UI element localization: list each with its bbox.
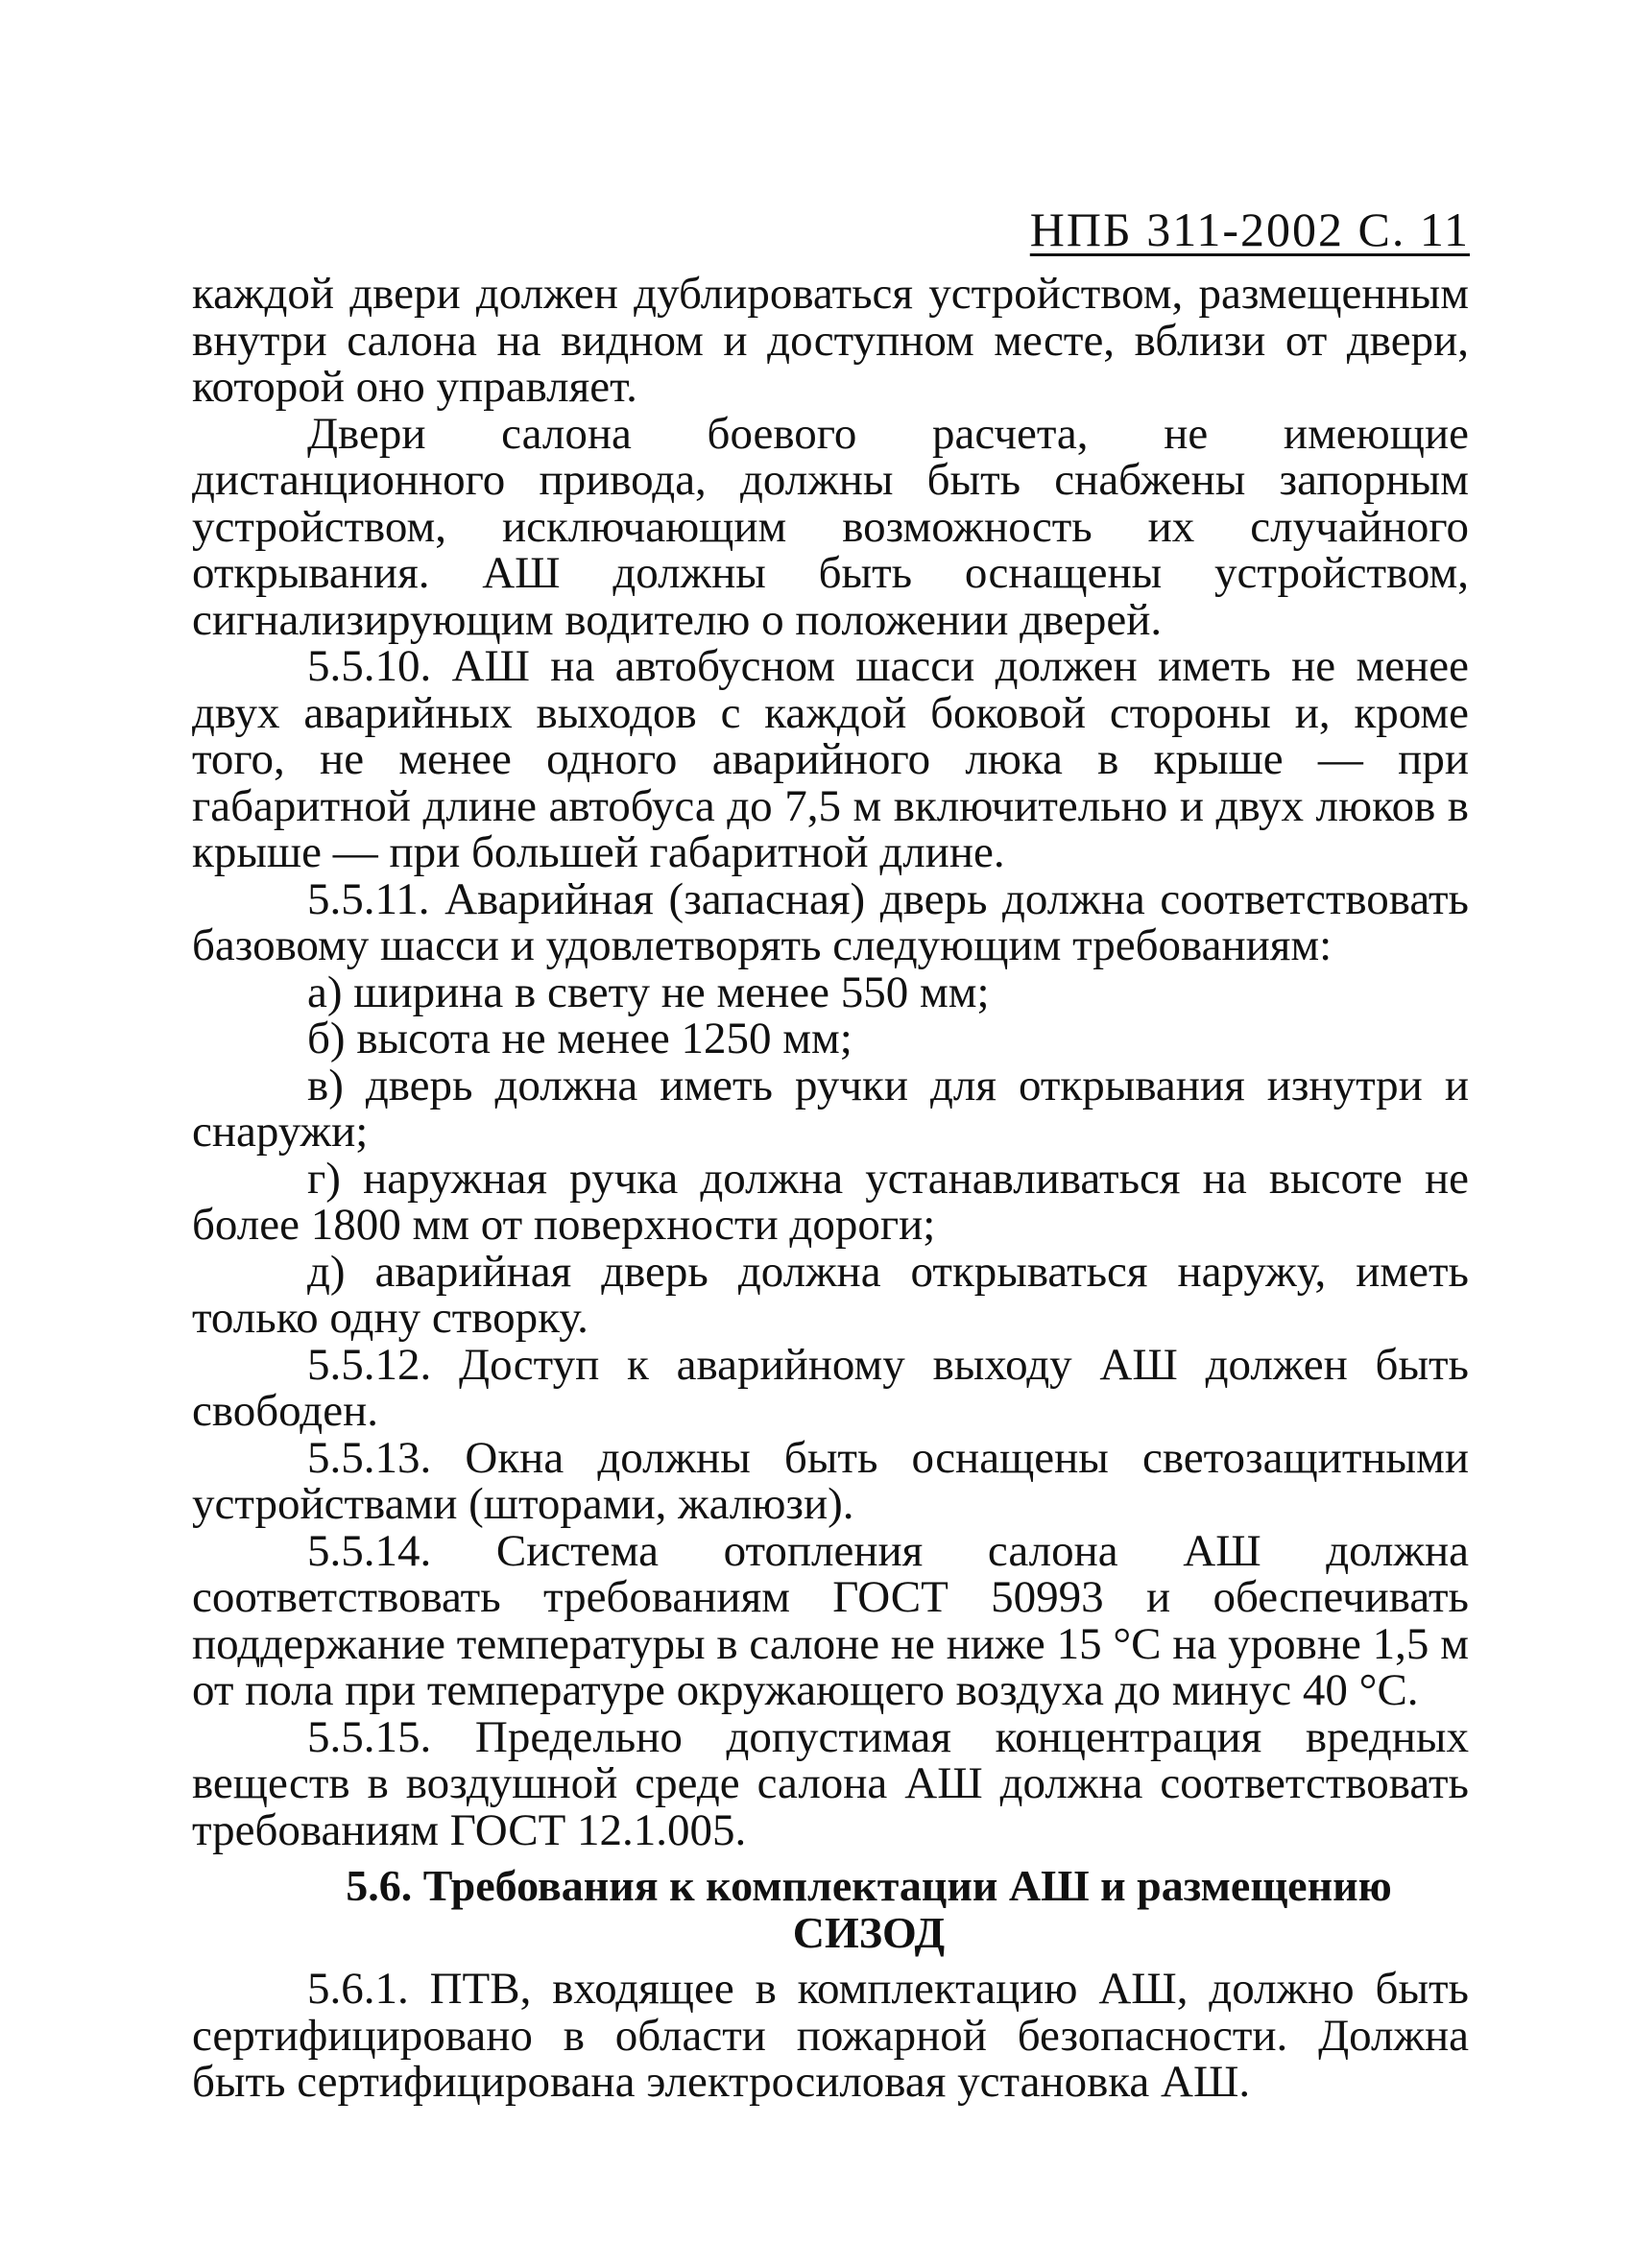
paragraph-door-locking: Двери салона боевого расчета, не имеющие дистанционного привода, должны быть снабжены запорным устройством, исключающим возможность их случайного открывания. АШ должны быть оснащены устройством, сигнализирующим водителю о положении дверей. bbox=[192, 408, 1469, 645]
document-body bbox=[192, 271, 1469, 2106]
list-item-g: г) наружная ручка должна устанавливаться на высоте не более 1800 мм от поверхности дороги; bbox=[192, 1153, 1469, 1250]
list-item-v: в) дверь должна иметь ручки для открывания изнутри и снаружи; bbox=[192, 1060, 1469, 1157]
paragraph-5-5-10: 5.5.10. АШ на автобусном шасси должен иметь не менее двух аварийных выходов с каждой боковой стороны и, кроме того, не менее одного аварийного люка в крыше — при габаритной длине автобуса до 7,5 м включительно и двух люков в крыше — при большей габаритной длине. bbox=[192, 641, 1469, 877]
list-item-d: д) аварийная дверь должна открываться наружу, иметь только одну створку. bbox=[192, 1246, 1469, 1343]
paragraph-5-5-11: 5.5.11. Аварийная (запасная) дверь должна соответствовать базовому шасси и удовлетворять следующим требованиям: bbox=[192, 873, 1469, 970]
list-item-b: б) высота не менее 1250 мм; bbox=[307, 1014, 853, 1063]
page-header: НПБ 311-2002 С. 11 bbox=[1029, 203, 1470, 256]
paragraph-5-6-1: 5.6.1. ПТВ, входящее в комплектацию АШ, должно быть сертифицировано в области пожарной безопасности. Должна быть сертифицирована электросиловая установка АШ. bbox=[192, 1964, 1469, 2107]
section-heading-5-6: 5.6. Требования к комплектации АШ и размещению СИЗОД bbox=[346, 1861, 1392, 1957]
paragraph-5-5-12: 5.5.12. Доступ к аварийному выходу АШ должен быть свободен. bbox=[192, 1339, 1469, 1436]
list-item-a: а) ширина в свету не менее 550 мм; bbox=[307, 967, 990, 1017]
paragraph-5-5-13: 5.5.13. Окна должны быть оснащены светозащитными устройствами (шторами, жалюзи). bbox=[192, 1432, 1469, 1529]
paragraph-door-duplicate-control: каждой двери должен дублироваться устройством, размещенным внутри салона на видном и доступном месте, вблизи от двери, которой оно управляет. bbox=[192, 269, 1469, 412]
paragraph-5-5-14: 5.5.14. Система отопления салона АШ должна соответствовать требованиям ГОСТ 50993 и обеспечивать поддержание температуры в салоне не ниже 15 °С на уровне 1,5 м от пола при температуре окружающего воздуха до минус 40 °С. bbox=[192, 1525, 1469, 1715]
paragraph-5-5-15: 5.5.15. Предельно допустимая концентрация вредных веществ в воздушной среде салона АШ должна соответствовать требованиям ГОСТ 12.1.005. bbox=[192, 1711, 1469, 1855]
